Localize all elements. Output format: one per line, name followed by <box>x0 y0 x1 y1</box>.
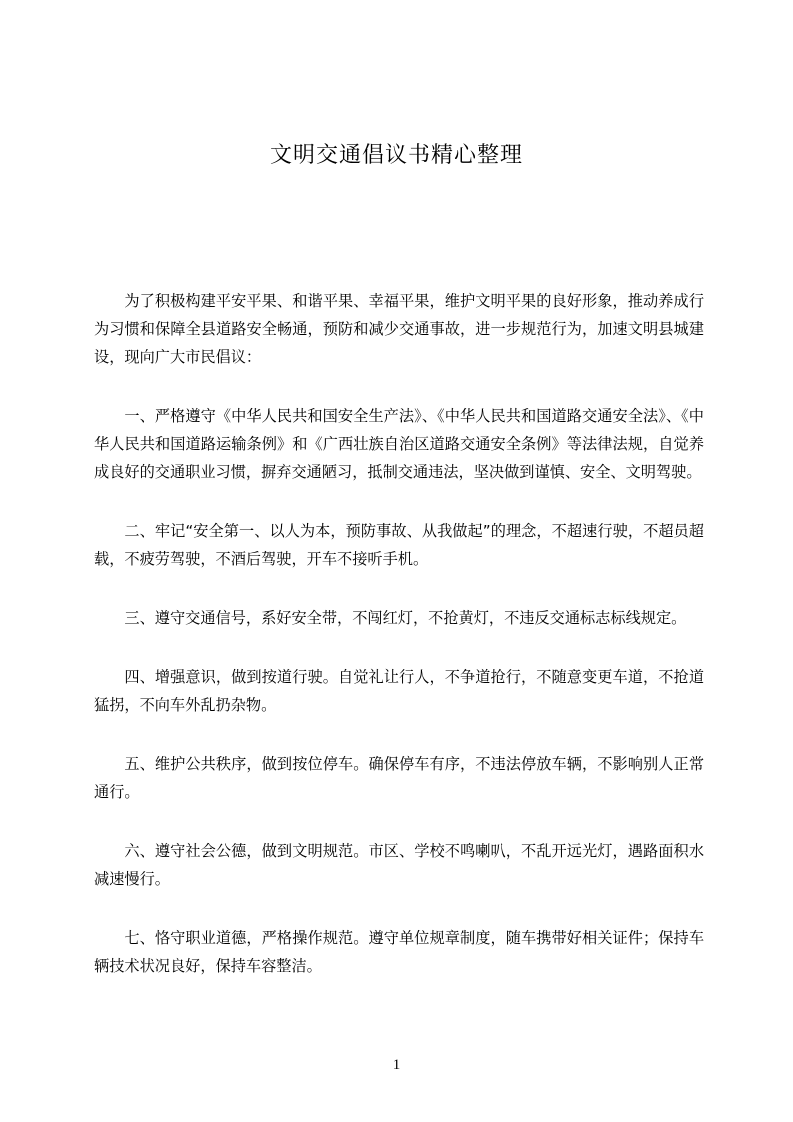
paragraph-intro: 为了积极构建平安平果、和谐平果、幸福平果，维护文明平果的良好形象，推动养成行为习惯和保障全县道路安全畅通，预防和减少交通事故，进一步规范行为，加速文明县城建设，现向广大市民倡议： <box>94 292 704 366</box>
paragraph-item-5: 五、维护公共秩序，做到按位停车。确保停车有序，不违法停放车辆，不影响别人正常通行。 <box>94 755 704 801</box>
document-body <box>94 287 704 1011</box>
paragraph-item-6: 六、遵守社会公德，做到文明规范。市区、学校不鸣喇叭，不乱开远光灯，遇路面积水减速慢行。 <box>94 842 704 888</box>
document-title: 文明交通倡议书精心整理 <box>269 143 523 168</box>
paragraph-item-2: 二、牢记“安全第一、以人为本，预防事故、从我做起”的理念，不超速行驶，不超员超载，不疲劳驾驶，不酒后驾驶，开车不接听手机。 <box>94 522 704 568</box>
page-number: 1 <box>392 1057 401 1073</box>
paragraph-item-1: 一、严格遵守《中华人民共和国安全生产法》、《中华人民共和国道路交通安全法》、《中华人民共和国道路运输条例》和《广西壮族自治区道路交通安全条例》等法律法规，自觉养成良好的交通职业习惯，摒弃交通陋习，抵制交通违法，坚决做到谨慎、安全、文明驾驶。 <box>94 407 704 481</box>
paragraph-item-3: 三、遵守交通信号，系好安全带，不闯红灯，不抢黄灯，不违反交通标志标线规定。 <box>124 609 687 627</box>
paragraph-item-4: 四、增强意识，做到按道行驶。自觉礼让行人，不争道抢行，不随意变更车道，不抢道猛拐，不向车外乱扔杂物。 <box>94 668 704 714</box>
paragraph-item-7: 七、恪守职业道德，严格操作规范。遵守单位规章制度，随车携带好相关证件；保持车辆技术状况良好，保持车容整洁。 <box>94 929 704 975</box>
